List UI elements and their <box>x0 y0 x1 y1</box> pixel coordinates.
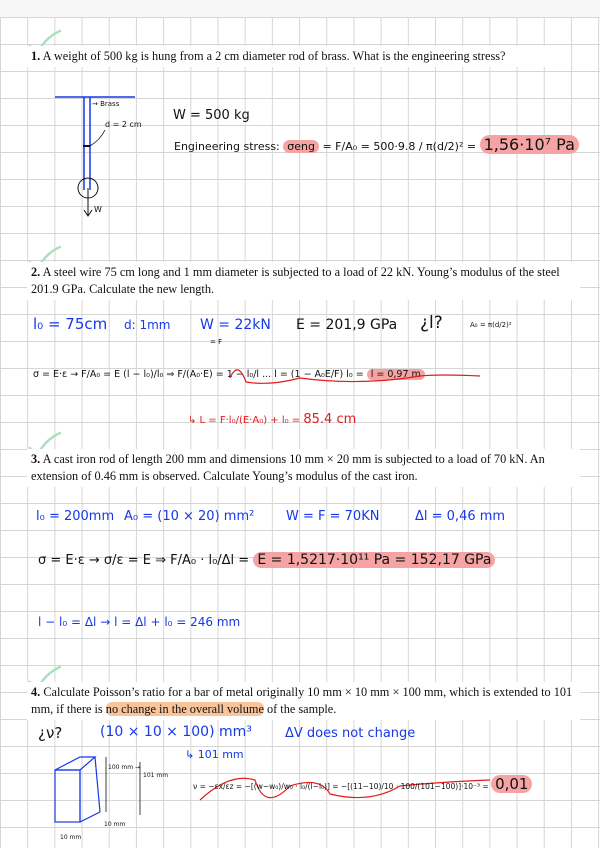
q1-answer: 1,56·10⁷ Pa <box>480 135 579 154</box>
question-number: 4. <box>31 685 41 699</box>
unknown-poisson: ¿ν? <box>38 724 63 742</box>
diameter-label: d = 2 cm <box>105 120 142 129</box>
given-extension: Δl = 0,46 mm <box>415 509 506 524</box>
q2-answer: 85.4 cm <box>303 412 357 427</box>
volume-note: ΔV does not change <box>285 726 416 741</box>
question-text: Calculate Poisson’s ratio for a bar of metal originally 10 mm × 10 mm × 100 mm, which is extended to 101 mm, if there is <box>31 685 573 716</box>
q3-new-length: l − l₀ = Δl → l = Δl + l₀ = 246 mm <box>38 615 241 629</box>
question-text-end: of the sample. <box>263 702 337 716</box>
question-number: 3. <box>31 452 41 466</box>
sigma-highlight: σeng <box>283 140 319 153</box>
width-label: 10 mm <box>60 834 82 841</box>
stress-formula: = F/A₀ = 500·9.8 / π(d/2)² = <box>322 140 477 153</box>
given-diameter: d: 1mm <box>124 318 171 332</box>
given-dimensions: (10 × 10 × 100) mm³ <box>100 724 252 740</box>
q4-answer: 0,01 <box>491 775 532 793</box>
derivation: σ = E·ε → σ/ε = E ⇒ F/A₀ · l₀/Δl = <box>38 553 250 568</box>
crossed-answer: l = 0,97 m <box>367 369 425 380</box>
given-modulus: E = 201,9 GPa <box>296 317 398 333</box>
question-text: A weight of 500 kg is hung from a 2 cm diameter rod of brass. What is the engineering stress? <box>42 49 506 63</box>
given-load: W = 22kN <box>200 317 271 333</box>
poisson-formula: ν = −εx/εz = −[(w−w₀)/w₀ · l₀/(l−l₀)] = −[(11−10)/10 · 100/(101−100)]·10⁻³ = <box>193 782 489 791</box>
question-number: 2. <box>31 265 41 279</box>
correction-formula: ↳ L = F·l₀/(E·A₀) + l₀ = <box>188 415 301 426</box>
new-length: ↳ 101 mm <box>185 748 244 761</box>
given-area: A₀ = (10 × 20) mm² <box>124 509 255 524</box>
area-formula: A₀ = π(d/2)² <box>470 321 512 329</box>
weight-label: W <box>94 205 102 214</box>
given-length: l₀ = 200mm <box>36 509 115 524</box>
highlighted-text: no change in the overall volume <box>105 702 264 716</box>
question-text: A cast iron rod of length 200 mm and dimensions 10 mm × 20 mm is subjected to a load of 70 kN. An extension of 0.46 mm is observed. Calculate Young’s modulus of the cast iron. <box>31 452 545 483</box>
given-weight: W = 500 kg <box>173 108 250 123</box>
brass-label: → Brass <box>92 100 120 108</box>
stress-label: Engineering stress: <box>174 140 280 153</box>
extended-length-label: 101 mm <box>143 772 169 779</box>
derivation: σ = E·ε → F/A₀ = E (l − l₀)/l₀ ⇒ F/(A₀·E) = 1 − l₀/l ... l = (1 − A₀E/F) l₀ = <box>33 369 364 380</box>
question-number: 1. <box>31 49 41 63</box>
side-length-label: 10 mm <box>104 821 126 828</box>
q4-derivation <box>193 776 588 795</box>
given-length: l₀ = 75cm <box>33 315 108 333</box>
load-force-note: = F <box>210 338 223 346</box>
unknown-length: ¿l? <box>420 313 443 333</box>
given-load: W = F = 70KN <box>286 509 380 524</box>
q3-answer: E = 1,5217·10¹¹ Pa = 152,17 GPa <box>253 552 495 568</box>
original-length-label: 100 mm → <box>108 764 140 771</box>
question-text: A steel wire 75 cm long and 1 mm diameter is subjected to a load of 22 kN. Young’s modulus of the steel 201.9 GPa. Calculate the new length. <box>31 265 560 296</box>
